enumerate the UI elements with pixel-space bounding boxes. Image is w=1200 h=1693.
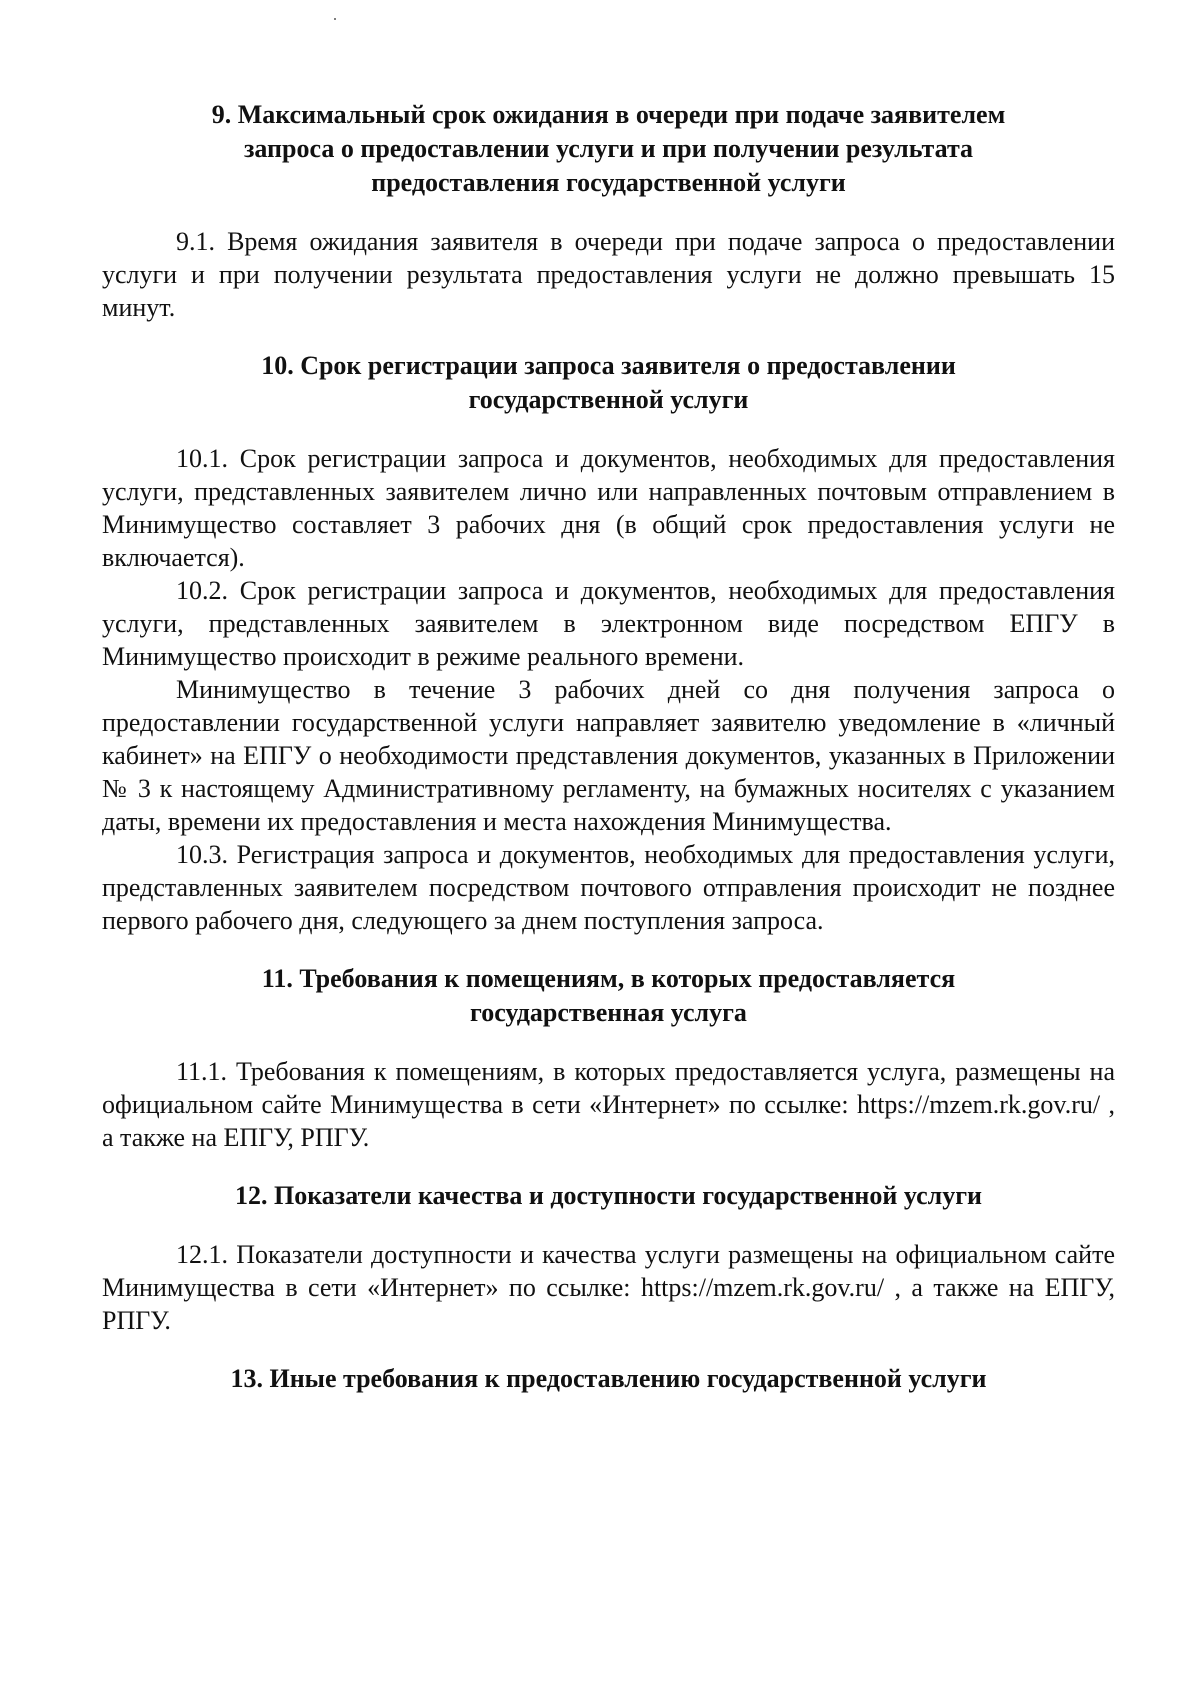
paragraph-10-3: 10.3. Регистрация запроса и документов, необходимых для предоставления услуги, представленных заявителем посредством почтового отправления происходит не позднее первого рабочего дня, следующего за днем поступления запроса.	[102, 840, 1115, 935]
section-heading	[102, 349, 1115, 417]
scan-speck	[334, 18, 336, 20]
heading-line: 10. Срок регистрации запроса заявителя о предоставлении	[261, 351, 956, 380]
paragraph-10-1: 10.1. Срок регистрации запроса и документов, необходимых для предоставления услуги, представленных заявителем лично или направленных почтовым отправлением в Минимущество составляет 3 рабочих дня (в общий срок предоставления услуги не включается).	[102, 444, 1115, 572]
section-heading	[102, 1179, 1115, 1213]
heading-line: государственной услуги	[468, 385, 749, 414]
section-11	[102, 962, 1115, 1154]
section-10	[102, 349, 1115, 937]
heading-line: 11. Требования к помещениям, в которых предоставляется	[261, 964, 956, 993]
section-heading	[102, 1362, 1115, 1396]
paragraph-12-1: 12.1. Показатели доступности и качества услуги размещены на официальном сайте Минимущества в сети «Интернет» по ссылке: https://mzem.rk.gov.ru/ , а также на ЕПГУ, РПГУ.	[102, 1240, 1115, 1335]
paragraph-11-1: 11.1. Требования к помещениям, в которых предоставляется услуга, размещены на официальном сайте Минимущества в сети «Интернет» по ссылке: https://mzem.rk.gov.ru/ , а также на ЕПГУ, РПГУ.	[102, 1057, 1115, 1152]
section-heading	[102, 962, 1115, 1030]
paragraph-10-2-notice: Минимущество в течение 3 рабочих дней со дня получения запроса о предоставлении государственной услуги направляет заявителю уведомление в «личный кабинет» на ЕПГУ о необходимости представления документов, указанных в Приложении № 3 к настоящему Административному регламенту, на бумажных носителях с указанием даты, времени их предоставления и места нахождения Минимущества.	[102, 675, 1115, 836]
section-heading	[102, 98, 1115, 200]
section-12	[102, 1179, 1115, 1337]
paragraph-10-2: 10.2. Срок регистрации запроса и документов, необходимых для предоставления услуги, представленных заявителем в электронном виде посредством ЕПГУ в Минимущество происходит в режиме реального времени.	[102, 576, 1115, 671]
heading-line: 12. Показатели качества и доступности государственной услуги	[234, 1181, 983, 1210]
paragraph-9-1: 9.1. Время ожидания заявителя в очереди при подаче запроса о предоставлении услуги и при получении результата предоставления услуги не должно превышать 15 минут.	[102, 227, 1115, 322]
heading-line: 13. Иные требования к предоставлению государственной услуги	[230, 1364, 987, 1393]
section-9	[102, 98, 1115, 324]
section-13	[102, 1362, 1115, 1396]
document-body	[102, 98, 1115, 1396]
heading-line: запроса о предоставлении услуги и при получении результата	[243, 134, 974, 163]
heading-line: государственная услуга	[470, 998, 747, 1027]
heading-line: 9. Максимальный срок ожидания в очереди при подаче заявителем	[211, 100, 1006, 129]
heading-line: предоставления государственной услуги	[371, 168, 846, 197]
